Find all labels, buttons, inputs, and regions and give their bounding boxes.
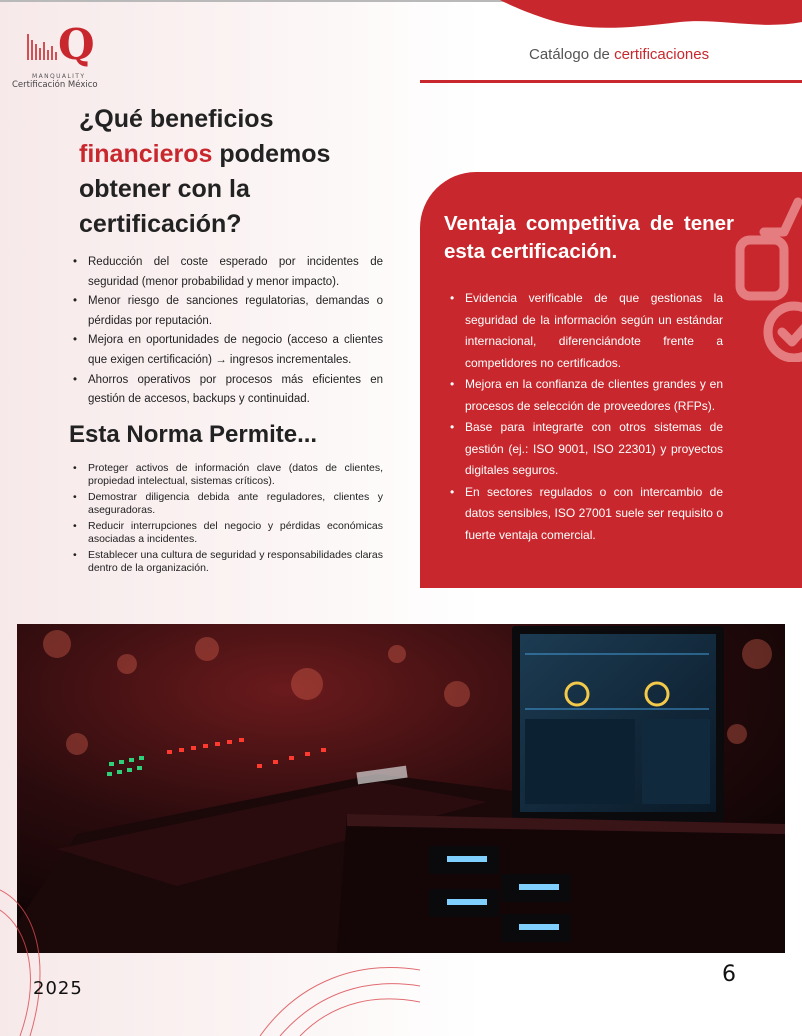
list-item: • Mejora en la confianza de clientes grandes y en procesos de selección de proveedores (RFPs). [450, 374, 723, 417]
list-item: • Reducción del coste esperado por incidentes de seguridad (menor probabilidad y menor impacto). [73, 253, 383, 292]
page-title-part2: podemos obtener con la certificación? [79, 140, 331, 238]
norma-list [73, 462, 383, 578]
company-logo [10, 20, 108, 92]
page-number: 6 [722, 962, 736, 987]
list-item: • Menor riesgo de sanciones regulatorias, demandas o pérdidas por reputación. [73, 292, 383, 331]
list-item: • Establecer una cultura de seguridad y responsabilidades claras dentro de la organización. [73, 549, 383, 575]
page-title-highlight: financieros [79, 140, 213, 168]
list-item: • Reducir interrupciones del negocio y pérdidas económicas asociadas a incidentes. [73, 520, 383, 546]
catalog-title [529, 46, 709, 63]
header-divider [420, 80, 802, 83]
footer-wave-decoration [0, 850, 420, 1036]
list-item: • Demostrar diligencia debida ante reguladores, clientes y aseguradoras. [73, 491, 383, 517]
catalog-title-prefix: Catálogo de [529, 46, 610, 63]
shield-check-icon [724, 192, 802, 362]
list-item: • Ahorros operativos por procesos más eficientes en gestión de accesos, backups y continuidad. [73, 371, 383, 410]
benefits-list [73, 253, 383, 410]
catalog-title-highlight: certificaciones [614, 46, 710, 63]
list-item: • Mejora en oportunidades de negocio (acceso a clientes que exigen certificación) → ingresos incrementales. [73, 331, 383, 370]
logo-subtitle: Certificación México [12, 80, 98, 90]
list-item: • Base para integrarte con otros sistemas de gestión (ej.: ISO 9001, ISO 22301) y proyectos digitales seguros. [450, 417, 723, 482]
logo-q-mark: Q [58, 20, 95, 69]
logo-brand-text: MANQUALITY [32, 73, 86, 80]
list-item: • Evidencia verificable de que gestionas la seguridad de la información según un estándar internacional, diferenciándote frente a competidores no certificados. [450, 288, 723, 374]
page-title [79, 102, 399, 242]
footer-year: 2025 [33, 978, 83, 999]
list-item: • Proteger activos de información clave (datos de clientes, propiedad intelectual, sistemas críticos). [73, 462, 383, 488]
norma-heading: Esta Norma Permite... [69, 421, 318, 448]
header-wave-decoration [480, 0, 802, 34]
competitive-advantage-card [420, 172, 802, 588]
advantage-list [450, 288, 723, 546]
list-item: • En sectores regulados o con intercambio de datos sensibles, ISO 27001 suele ser requisito o fuerte ventaja comercial. [450, 482, 723, 547]
page-title-part1: ¿Qué beneficios [79, 105, 274, 133]
card-title: Ventaja competitiva de tener esta certificación. [444, 212, 734, 263]
